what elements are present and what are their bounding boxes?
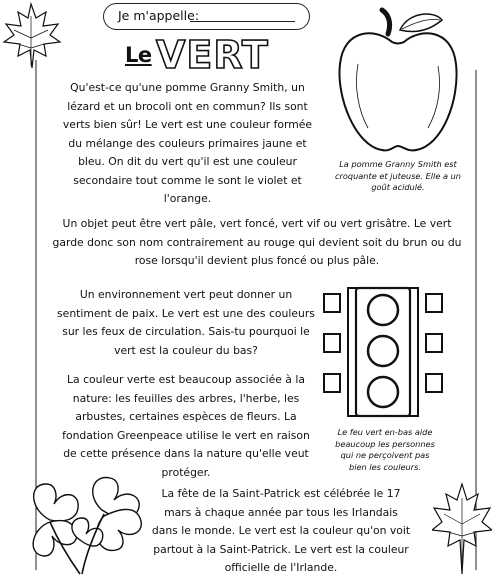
maple-leaf-icon <box>432 480 492 578</box>
page-title: VERT <box>156 33 269 77</box>
title-prefix: Le <box>125 43 152 67</box>
apple-icon <box>330 6 466 156</box>
traffic-light-icon <box>322 286 444 418</box>
apple-caption: La pomme Granny Smith est croquante et juteuse. Elle a un goût acidulé. <box>335 159 461 192</box>
paragraph-shades: Un objet peut être vert pâle, vert foncé, vert vif ou vert grisâtre. Le vert garde donc son nom contrairement au rouge qui devient soit du brun ou du rose lorsqu'il devient plus foncé ou plus pâle. <box>52 217 462 267</box>
name-label: Je m'appelle: <box>118 8 200 23</box>
paragraph-traffic: Un environnement vert peut donner un sentiment de paix. Le vert est une des couleurs sur les feux de circulation. Sais-tu pourquoi le vert est la couleur du bas? <box>57 288 315 357</box>
traffic-light-caption: Le feu vert en-bas aide beaucoup les personnes qui ne perçoivent pas bien les couleurs. <box>335 427 435 472</box>
shamrock-icon <box>10 470 160 578</box>
name-field[interactable] <box>190 21 295 22</box>
paragraph-saint-patrick: La fête de la Saint-Patrick est célébrée le 17 mars à chaque année par tous les Irlandais dans le monde. Le vert est la couleur qu'on voit partout à la Saint-Patrick. Le vert est la couleur officielle de l'Irlande. <box>151 487 411 574</box>
paragraph-intro: Qu'est-ce qu'une pomme Granny Smith, un lézard et un brocoli ont en commun? Ils sont verts bien sûr! Le vert est une couleur formée du mélange des couleurs primaires jaune et bleu. On dit du vert qu'il est une couleur secondaire tout comme le sont le violet et l'orange. <box>62 81 313 205</box>
maple-leaf-icon <box>0 0 62 72</box>
paragraph-nature: La couleur verte est beaucoup associée à la nature: les feuilles des arbres, l'herbe, les arbustes, certaines espèces de fleurs. La fondation Greenpeace utilise le vert en raison de cette présence dans la nature qu'elle veut protéger. <box>62 373 310 479</box>
